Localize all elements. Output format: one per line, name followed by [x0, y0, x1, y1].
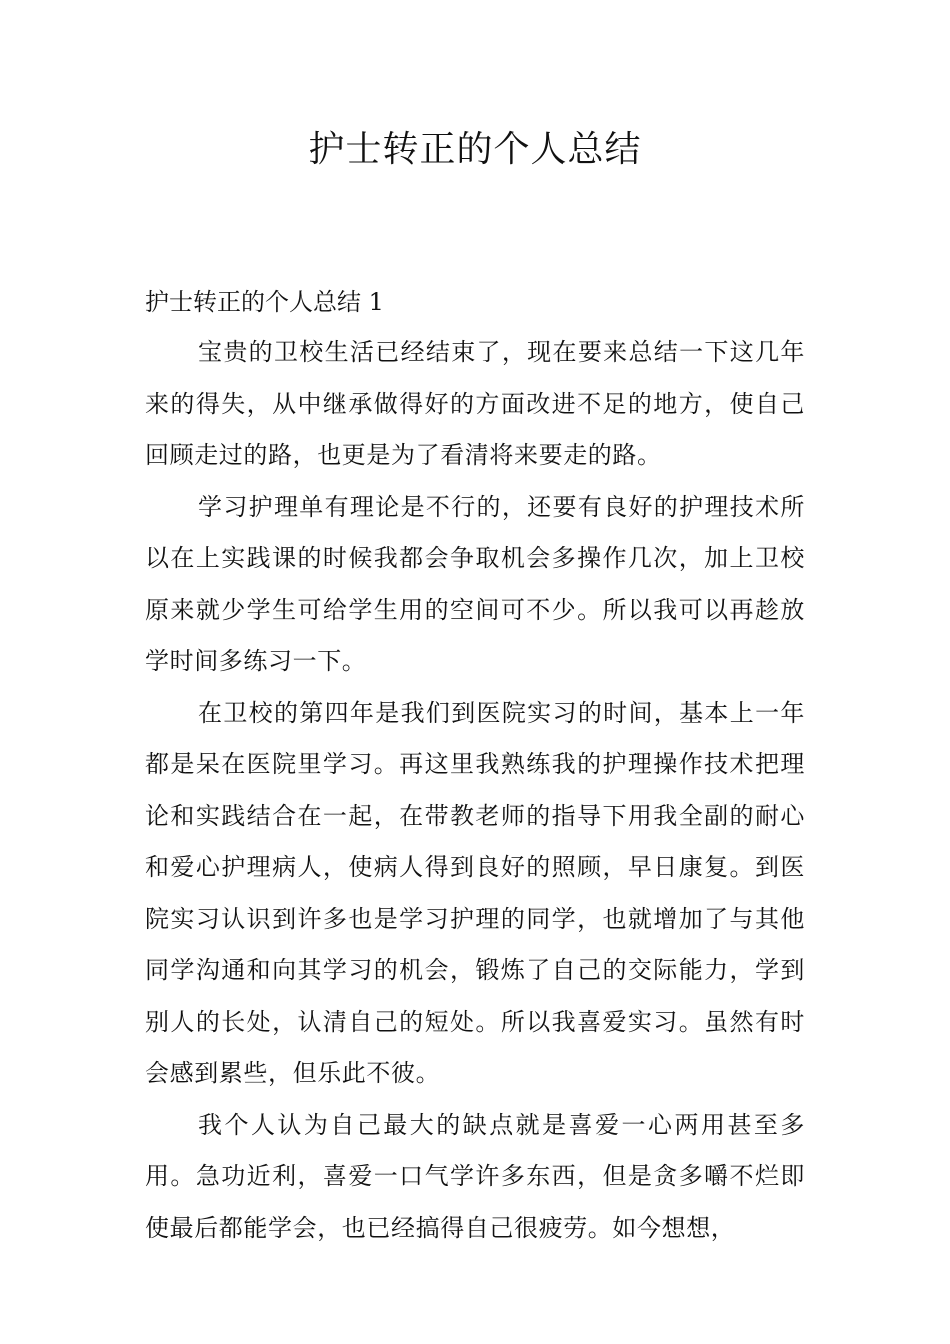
document-body — [145, 278, 805, 1254]
paragraph-2: 学习护理单有理论是不行的，还要有良好的护理技术所以在上实践课的时候我都会争取机会多操作几次，加上卫校原来就少学生可给学生用的空间可不少。所以我可以再趁放学时间多练习一下。 — [145, 492, 805, 675]
paragraph-4: 我个人认为自己最大的缺点就是喜爱一心两用甚至多用。急功近利，喜爱一口气学许多东西，但是贪多嚼不烂即使最后都能学会，也已经搞得自己很疲劳。如今想想， — [145, 1110, 805, 1242]
document-title: 护士转正的个人总结 — [308, 129, 642, 170]
paragraph-1: 宝贵的卫校生活已经结束了，现在要来总结一下这几年来的得失，从中继承做得好的方面改进不足的地方，使自己回顾走过的路，也更是为了看清将来要走的路。 — [145, 338, 805, 469]
section-heading: 护士转正的个人总结 1 — [145, 288, 384, 316]
paragraph-3: 在卫校的第四年是我们到医院实习的时间，基本上一年都是呆在医院里学习。再这里我熟练我的护理操作技术把理论和实践结合在一起，在带教老师的指导下用我全副的耐心和爱心护理病人，使病人得到良好的照顾，早日康复。到医院实习认识到许多也是学习护理的同学，也就增加了与其他同学沟通和向其学习的机会，锻炼了自己的交际能力，学到别人的长处，认清自己的短处。所以我喜爱实习。虽然有时会感到累些，但乐此不彼。 — [145, 698, 805, 1087]
